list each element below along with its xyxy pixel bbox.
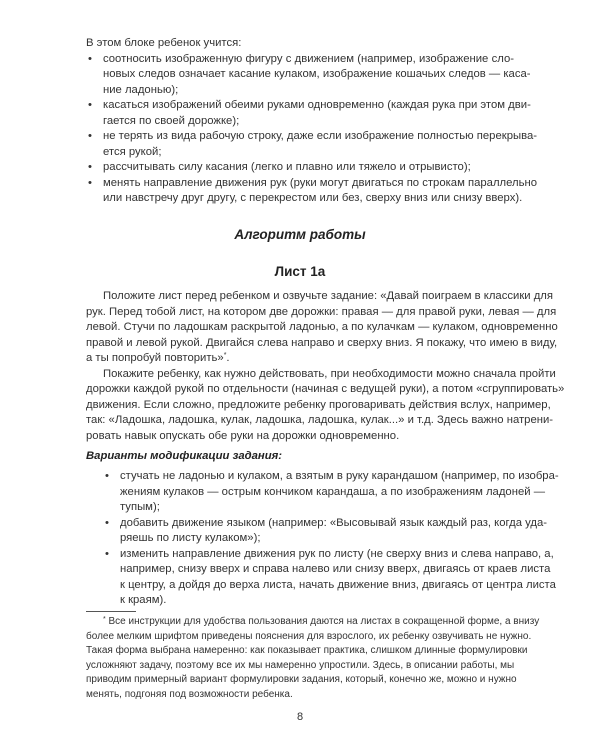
list-item [86,160,514,176]
list-item [86,52,531,99]
footnote-divider [86,611,136,612]
paragraph-line: левой. Стучи по ладошкам раскрытой ладонью, а по кулачкам — кулаком, одновременно [86,321,558,333]
paragraph-line: дорожки каждой рукой по отдельности (начиная с ведущей руки), а потом «сгруппировать» [86,383,565,395]
intro-bullet-list [86,52,538,207]
list-item-line: • соотносить изображенную фигуру с движением (например, изображение сло- [86,52,514,68]
footnote-line: * Все инструкции для удобства пользования даются на листах в сокращенной форме, а внизу [103,616,540,627]
page-number: 8 [296,711,304,723]
list-item [86,176,538,207]
paragraph-line: ровать навык опускать обе руки на дорожки одновременно. [86,429,400,442]
footnote [86,615,540,702]
list-item-line: к центру, а дойдя до верха листа, начать движение вниз, двигаясь от центра листа [120,578,556,591]
list-item-line: • добавить движение языком (например: «Высовывай язык каждый раз, когда уда- [86,516,514,532]
list-item-line: жениям кулаков — острым кончиком карандаша, а по изображениям ладоней — [120,485,545,498]
footnote-line: Такая форма выбрана намеренно: как показывает практика, слишком длинные формулировки [86,645,528,656]
list-item [86,98,531,129]
list-item-line: ется рукой; [103,145,162,158]
paragraph-line: движения. Если сложно, предложите ребенку проговаривать действия вслух, например, [86,398,551,411]
sheet-title: Лист 1а [274,264,326,279]
list-item-line: новых следов означает касание кулаком, изображение кошачьих следов — каса- [103,68,531,80]
paragraph-line: Положите лист перед ребенком и озвучьте задание: «Давай поиграем в классики для [103,290,554,302]
variants-heading: Варианты модификации задания: [86,450,283,462]
list-item-line: • изменить направление движения рук по листу (не сверху вниз и слева направо, а, [86,547,514,563]
list-item-line: • рассчитывать силу касания (легко и плавно или тяжело и отрывисто); [86,160,514,176]
list-item-line: • стучать не ладонью и кулаком, а взятым в руку карандашом (например, по изобра- [86,469,514,485]
section-title: Алгоритм работы [234,227,366,242]
list-item [86,516,548,547]
paragraph [86,289,558,367]
list-item-line: или навстречу друг другу, с перекрестом или без, сверху вниз или снизу вверх). [103,192,523,204]
list-item-line: ние ладонью); [103,83,179,96]
list-item-line: гается по своей дорожке); [103,114,240,127]
paragraph-line: правой и левой рукой. Двигайся слева направо и сверху вниз. Я покажу, что имею в виду, [86,336,558,349]
paragraph-line: а ты попробуй повторить»*. [86,352,230,364]
list-item-line: • менять направление движения рук (руки могут двигаться по строкам параллельно [86,176,514,192]
paragraph-line: рук. Перед тобой лист, на котором две дорожки: правая — для правой руки, левая — для [86,305,557,318]
list-item-line: ряешь по листу кулаком»); [120,532,261,544]
footnote-line: приводим примерный вариант формулировки задания, который, конечно же, можно и нужно [86,674,517,685]
list-item [86,469,559,516]
list-item [86,129,538,160]
paragraph-line: так: «Ладошка, ладошка, кулак, ладошка, ладошка, кулак...» и т.д. Здесь важно натрени- [86,414,554,426]
intro-lead: В этом блоке ребенок учится: [86,37,242,49]
list-item-line: к краям). [120,594,167,606]
paragraph [86,367,565,445]
variants-list [86,469,559,609]
paragraph-line: Покажите ребенку, как нужно действовать, при необходимости можно сначала пройти [103,367,556,380]
footnote-line: усложняют задачу, поэтому все их мы намеренно упростили. Здесь, в описании работы, мы [86,659,515,671]
list-item-line: например, снизу вверх и справа налево или снизу вверх, двигаясь от краев листа [120,563,551,575]
list-item-line: • не терять из вида рабочую строку, даже если изображение полностью перекрыва- [86,129,514,145]
body-paragraphs [86,289,565,444]
list-item [86,547,556,609]
intro-block [86,36,538,207]
footnote-line: менять, подгоняя под возможности ребенка. [86,688,293,700]
footnote-line: более мелким шрифтом приведены пояснения для взрослого, их ребенку озвучивать не нужно. [86,630,532,642]
list-item-line: тупым); [120,501,160,513]
list-item-line: • касаться изображений обеими руками одновременно (каждая рука при этом дви- [86,98,514,114]
